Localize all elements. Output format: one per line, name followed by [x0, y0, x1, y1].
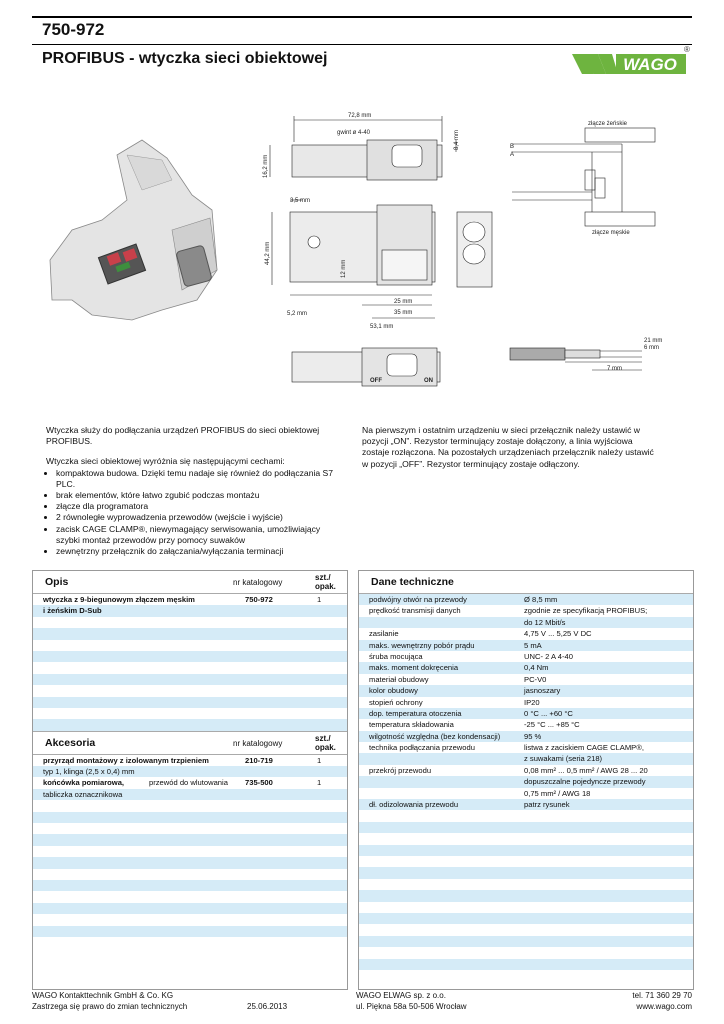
dim-label: 35 mm [394, 310, 413, 316]
table-row [33, 640, 347, 651]
svg-text:®: ® [684, 45, 690, 54]
table-row [359, 662, 693, 673]
spec-key: prędkość transmisji danych [369, 606, 461, 616]
dim-label: 25 mm [394, 299, 413, 305]
table-row [359, 845, 693, 856]
footer-branch-name: WAGO ELWAG sp. z o.o. [356, 991, 446, 1000]
wago-logo [572, 44, 688, 80]
product-code: 750-972 [42, 20, 105, 39]
table-row [359, 731, 693, 742]
table-row [33, 823, 347, 834]
spec-key: temperatura składowania [369, 720, 454, 730]
dim-label: gwint ø 4-40 [337, 130, 371, 136]
spec-value: 0,4 Nm [524, 663, 549, 673]
item-name: końcówka pomiarowa, [43, 778, 125, 788]
dim-label: 53,1 mm [370, 324, 394, 330]
table-row [33, 914, 347, 925]
spec-value: z suwakami (seria 218) [524, 754, 603, 764]
table-row [359, 651, 693, 662]
logo-wordmark: WAGO [623, 55, 677, 74]
table-row [33, 651, 347, 662]
item-name: typ 1, klinga (2,5 x 0,4) mm [43, 767, 135, 777]
tech-panel [358, 570, 694, 990]
switch-on-label: ON [424, 378, 433, 384]
dim-label: 16,2 mm [263, 154, 269, 178]
signal-b-label: B [510, 144, 515, 150]
spec-key: podwójny otwór na przewody [369, 595, 467, 604]
spec-value: UNC- 2 A 4-40 [524, 651, 573, 661]
spec-key: zasilanie [369, 629, 399, 639]
table-row [359, 685, 693, 696]
opis-table [33, 594, 347, 731]
feature-item: • zacisk CAGE CLAMP®, niewymagający serwisowania, umożliwiający szybki montaż przewodów przy pomocy suwaków [56, 524, 346, 546]
table-row [33, 869, 347, 880]
item-catalog-number: 210-719 [245, 755, 273, 765]
table-row [359, 674, 693, 685]
item-catalog-number: 735-500 [245, 778, 273, 788]
table-row [33, 800, 347, 811]
spec-value: IP20 [524, 697, 540, 707]
table-row [33, 766, 347, 777]
switch-instructions: Na pierwszym i ostatnim urządzeniu w sieci przełącznik należy ustawić w pozycji „ON”. Rezystor terminujący zostaje dołączony, a linia wyjściowa zostaje rozłączona. Na pozostałych urządzeniach przełącznik należy ustawić w pozycji „OFF”. Rezystor terminujący zostaje odłączony. [362, 425, 654, 469]
spec-value: 5 mA [524, 640, 542, 650]
tech-header [359, 571, 693, 594]
dim-label: 5,2 mm [287, 311, 308, 317]
dim-label: 8,4 mm [454, 129, 460, 150]
tech-table [359, 594, 693, 981]
table-row [359, 628, 693, 639]
dim-label: 6 mm [644, 345, 659, 351]
table-row [359, 742, 693, 753]
table-row [33, 755, 347, 766]
spec-value: PC-V0 [524, 674, 547, 684]
dim-label: 72,8 mm [348, 113, 372, 119]
spec-key: śruba mocująca [369, 651, 423, 661]
table-row [359, 947, 693, 958]
opis-col-catalog: nr katalogowy [233, 578, 283, 587]
table-row [359, 640, 693, 651]
footer-contact [632, 990, 692, 1012]
item-catalog-number: 750-972 [245, 595, 273, 604]
feature-item: • brak elementów, które łatwo zgubić podczas montażu [56, 490, 346, 501]
table-row [33, 674, 347, 685]
table-row [33, 708, 347, 719]
description-left [46, 425, 346, 557]
spec-value: 0,08 mm² ... 0,5 mm² / AWG 28 ... 20 [524, 765, 648, 775]
spec-key: maks. moment dokręcenia [369, 663, 459, 673]
spec-key: wilgotność względna (bez kondensacji) [369, 731, 501, 741]
feature-item: • kompaktowa budowa. Dzięki temu nadaje się również do podłączania S7 PLC. [56, 468, 346, 490]
table-row [359, 697, 693, 708]
table-row [33, 777, 347, 788]
item-name: przyrząd montażowy z izolowanym trzpieniem [43, 755, 209, 765]
features-intro: Wtyczka sieci obiektowej wyróżnia się następującymi cechami: [46, 456, 285, 467]
table-row [33, 937, 347, 948]
dim-label: 12 mm [341, 259, 347, 278]
header-rule-top [32, 16, 692, 18]
spec-key: przekrój przewodu [369, 765, 432, 775]
table-row [359, 708, 693, 719]
footer-branch [356, 990, 467, 1012]
table-row [359, 594, 693, 605]
table-row [33, 891, 347, 902]
table-row [359, 879, 693, 890]
table-row [33, 834, 347, 845]
footer-date: 25.06.2013 [247, 1002, 288, 1011]
feature-item: • 2 równoległe wyprowadzenia przewodów (wejście i wyjście) [56, 512, 346, 523]
table-row [359, 890, 693, 901]
spec-key: materiał obudowy [369, 674, 429, 684]
table-row [33, 617, 347, 628]
table-row [359, 810, 693, 821]
spec-value: zgodnie ze specyfikacją PROFIBUS; [524, 606, 648, 616]
table-row [359, 913, 693, 924]
spec-value: do 12 Mbit/s [524, 617, 566, 627]
product-photo [50, 140, 217, 320]
table-row [359, 936, 693, 947]
table-row [33, 857, 347, 868]
table-row [33, 605, 347, 616]
table-row [359, 902, 693, 913]
opis-col-qty: szt./ opak. [315, 573, 336, 591]
tech-title: Dane techniczne [371, 576, 454, 588]
spec-value: 95 % [524, 731, 542, 741]
opis-title: Opis [45, 576, 69, 588]
table-row [359, 605, 693, 616]
spec-value: Ø 8,5 mm [524, 595, 558, 604]
table-row [359, 776, 693, 787]
table-row [359, 765, 693, 776]
technical-drawings [32, 100, 692, 400]
table-row [33, 846, 347, 857]
spec-value: jasnoszary [524, 686, 561, 696]
switch-off-label: OFF [370, 378, 382, 384]
spec-value: 0,75 mm² / AWG 18 [524, 788, 591, 798]
dim-label: 44,2 mm [265, 241, 271, 265]
item-quantity: 1 [317, 595, 322, 604]
description-paragraph: Wtyczka służy do podłączania urządzeń PROFIBUS do sieci obiektowej PROFIBUS. [46, 425, 320, 447]
table-row [359, 799, 693, 810]
wiring-schematic [512, 128, 655, 226]
signal-a-label: A [510, 152, 515, 158]
footer-website: www.wago.com [636, 1002, 692, 1011]
front-view [272, 200, 492, 318]
footer-phone: tel. 71 360 29 70 [632, 991, 692, 1000]
dim-label: 7 mm [607, 366, 622, 372]
item-quantity: 1 [317, 755, 322, 765]
table-row [33, 662, 347, 673]
table-row [33, 789, 347, 800]
spec-key: kolor obudowy [369, 686, 418, 696]
table-row [359, 753, 693, 764]
table-row [33, 594, 347, 605]
table-row [359, 856, 693, 867]
table-row [359, 822, 693, 833]
table-row [359, 970, 693, 981]
spec-key: stopień ochrony [369, 697, 423, 707]
feature-item: • zewnętrzny przełącznik do załączania/wyłączania terminacji [56, 546, 346, 557]
akcesoria-col-qty: szt./ opak. [315, 733, 336, 752]
footer-company [32, 990, 187, 1012]
akcesoria-table [33, 755, 347, 949]
table-row [33, 903, 347, 914]
table-row [33, 697, 347, 708]
table-row [33, 685, 347, 696]
feature-item: • złącze dla programatora [56, 501, 346, 512]
spec-value: 4,75 V ... 5,25 V DC [524, 629, 592, 639]
spec-value: 0 °C ... +60 °C [524, 708, 573, 718]
table-row [33, 926, 347, 937]
table-row [359, 924, 693, 935]
table-row [359, 959, 693, 970]
description-right [362, 425, 662, 479]
table-row [359, 719, 693, 730]
page-title: PROFIBUS - wtyczka sieci obiektowej [42, 50, 328, 67]
table-row [33, 628, 347, 639]
akcesoria-col-catalog: nr katalogowy [233, 738, 283, 748]
table-row [33, 880, 347, 891]
item-name: wtyczka z 9-biegunowym złączem męskim [43, 595, 195, 604]
footer-company-name: WAGO Kontakttechnik GmbH & Co. KG [32, 991, 174, 1000]
akcesoria-header [33, 731, 347, 755]
spec-value: -25 °C ... +85 °C [524, 720, 580, 730]
spec-value: dopuszczalne pojedyncze przewody [524, 777, 646, 787]
akcesoria-title: Akcesoria [45, 736, 96, 749]
dim-label: 3,5 mm [290, 198, 311, 204]
table-row [33, 719, 347, 730]
item-name: i żeńskim D-Sub [43, 606, 102, 616]
table-row [359, 833, 693, 844]
cable-strip [510, 348, 642, 370]
table-row [33, 812, 347, 823]
table-row [359, 867, 693, 878]
opis-header [33, 571, 347, 594]
bottom-view [292, 348, 440, 386]
footer-branch-address: ul. Piękna 58a 50-506 Wrocław [356, 1002, 467, 1011]
features-list [46, 468, 346, 558]
table-row [359, 788, 693, 799]
spec-value: listwa z zaciskiem CAGE CLAMP®, [524, 743, 644, 753]
spec-value: patrz rysunek [524, 800, 570, 810]
left-panel [32, 570, 348, 990]
female-connector-label: złącze żeńskie [588, 121, 628, 127]
spec-key: technika podłączania przewodu [369, 743, 475, 753]
item-name: tabliczka oznacznikowa [43, 789, 123, 799]
footer-disclaimer: Zastrzega się prawo do zmian technicznych [32, 1002, 188, 1011]
dim-label: 21 mm [644, 338, 663, 344]
item-extra: przewód do wlutowania [149, 778, 228, 788]
spec-key: dop. temperatura otoczenia [369, 708, 462, 718]
item-quantity: 1 [317, 778, 322, 788]
spec-key: dł. odizolowania przewodu [369, 800, 459, 810]
spec-key: maks. wewnętrzny pobór prądu [369, 640, 475, 650]
table-row [359, 617, 693, 628]
male-connector-label: złącze męskie [592, 230, 630, 236]
side-view-top [270, 116, 456, 180]
